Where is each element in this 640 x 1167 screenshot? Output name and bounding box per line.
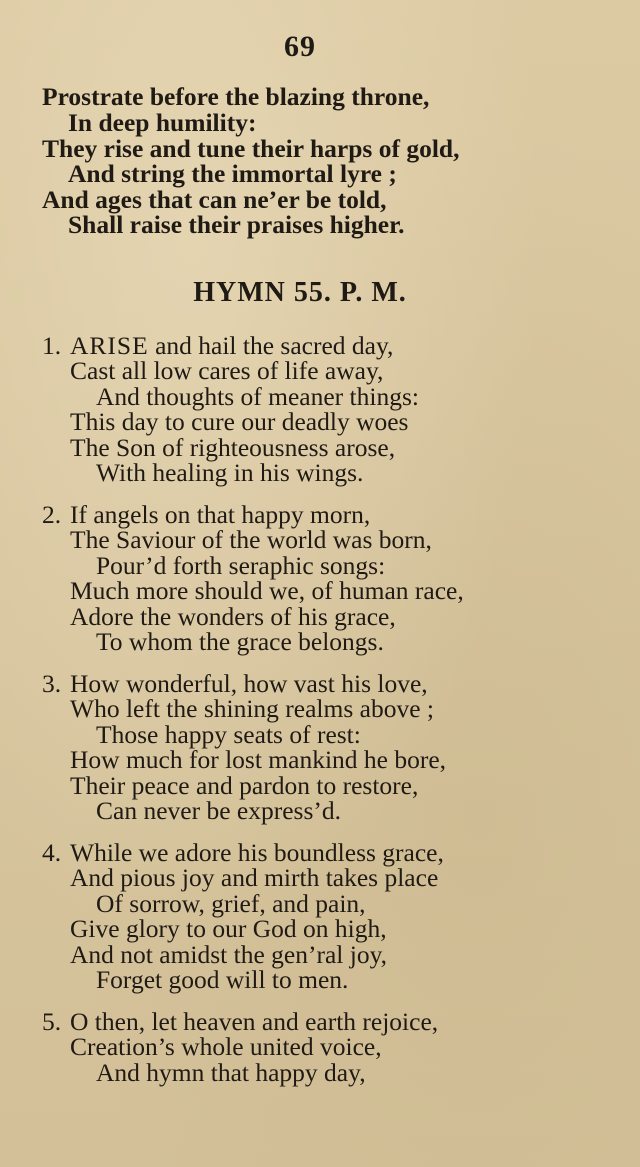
stanza-line: And thoughts of meaner things: bbox=[96, 382, 419, 411]
stanza-line: The Saviour of the world was born, bbox=[70, 525, 432, 554]
stanza-line: Adore the wonders of his grace, bbox=[70, 602, 396, 631]
hymn-title: HYMN 55. P. M. bbox=[193, 277, 407, 308]
stanza-first-line bbox=[42, 502, 370, 528]
stanza-number: 4. bbox=[42, 838, 62, 867]
stanza-line: Creation’s whole united voice, bbox=[70, 1032, 382, 1061]
stanza-first-line-text: O then, let heaven and earth rejoice, bbox=[70, 1007, 439, 1036]
stanza-first-line bbox=[42, 840, 444, 866]
stanza-line: And hymn that happy day, bbox=[96, 1058, 366, 1087]
stanza-first-line-rest: and hail the sacred day, bbox=[148, 331, 394, 360]
verse-line: In deep humility: bbox=[68, 108, 257, 137]
stanza-line: Forget good will to men. bbox=[96, 965, 349, 994]
verse-line: Prostrate before the blazing throne, bbox=[42, 82, 430, 111]
stanza-line: Of sorrow, grief, and pain, bbox=[96, 889, 366, 918]
verse-line: They rise and tune their harps of gold, bbox=[42, 134, 460, 163]
stanza-number: 2. bbox=[42, 500, 62, 529]
stanza-line: Those happy seats of rest: bbox=[96, 720, 361, 749]
verse-line: And ages that can ne’er be told, bbox=[42, 185, 387, 214]
stanza-number: 1. bbox=[42, 331, 62, 360]
stanza-line: To whom the grace belongs. bbox=[96, 627, 384, 656]
stanza-number: 3. bbox=[42, 669, 62, 698]
stanza-number: 5. bbox=[42, 1007, 62, 1036]
stanza-first-line-text: While we adore his boundless grace, bbox=[70, 838, 444, 867]
stanza-line: Give glory to our God on high, bbox=[70, 914, 387, 943]
stanza-first-line-text: How wonderful, how vast his love, bbox=[70, 669, 428, 698]
stanza-line: Can never be express’d. bbox=[96, 796, 341, 825]
stanza-line: The Son of righteousness arose, bbox=[70, 433, 396, 462]
stanza-first-line bbox=[42, 333, 393, 359]
stanza-first-line bbox=[42, 671, 428, 697]
stanza-line: This day to cure our deadly woes bbox=[70, 407, 409, 436]
verse-line: And string the immortal lyre ; bbox=[68, 159, 397, 188]
page-number: 69 bbox=[284, 30, 316, 63]
verse-line: Shall raise their praises higher. bbox=[68, 210, 405, 239]
stanza-line: And pious joy and mirth takes place bbox=[70, 863, 439, 892]
stanza-first-word: ARISE bbox=[70, 331, 149, 360]
stanza-line: And not amidst the gen’ral joy, bbox=[70, 940, 388, 969]
stanza-line: Cast all low cares of life away, bbox=[70, 356, 384, 385]
stanza-line: Much more should we, of human race, bbox=[70, 576, 464, 605]
stanza-first-line-text: If angels on that happy morn, bbox=[70, 500, 371, 529]
stanza-line: Pour’d forth seraphic songs: bbox=[96, 551, 386, 580]
stanza-line: How much for lost mankind he bore, bbox=[70, 745, 447, 774]
stanza-line: Their peace and pardon to restore, bbox=[70, 771, 419, 800]
stanza-line: With healing in his wings. bbox=[96, 458, 364, 487]
stanza-first-line bbox=[42, 1009, 438, 1035]
stanza-line: Who left the shining realms above ; bbox=[70, 694, 434, 723]
